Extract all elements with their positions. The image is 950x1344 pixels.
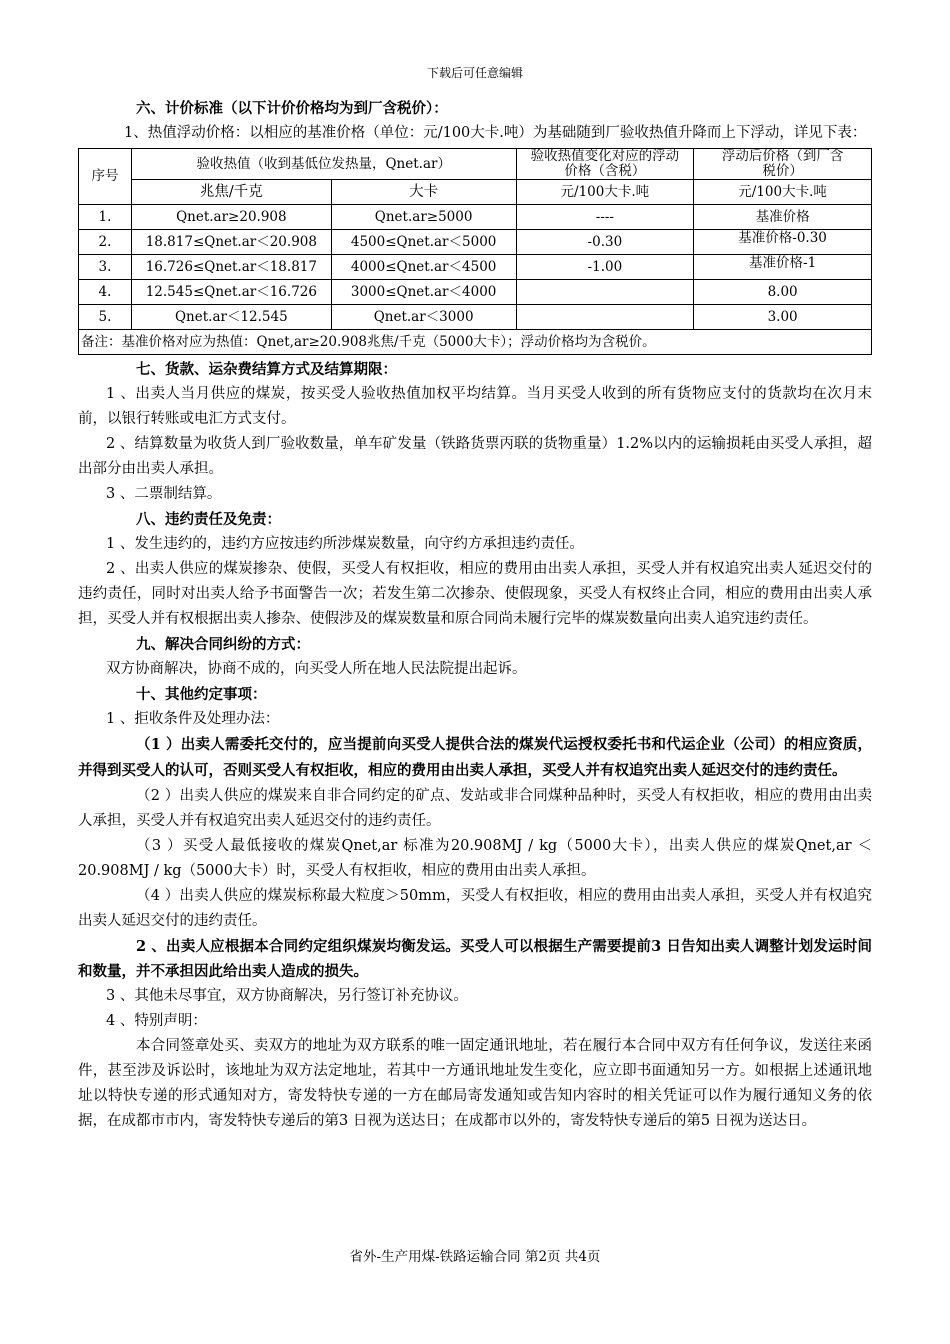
th-heat: 验收热值（收到基低位发热量，Qnet.ar）	[131, 149, 516, 180]
cell-kcal: Qnet.ar＜3000	[331, 305, 516, 330]
cell-after: 基准价格	[694, 205, 872, 230]
section-9-para-1: 双方协商解决，协商不成的，向买受人所在地人民法院提出起诉。	[106, 661, 527, 677]
section-6-title: 六、计价标准（以下计价价格均为到厂含税价）：	[136, 100, 448, 117]
table-row	[79, 280, 872, 305]
table-note: 备注：基准价格对应为热值：Qnet,ar≥20.908兆焦/千克（5000大卡）；浮动价格均为含税价。	[79, 330, 872, 355]
th-unit-price-2: 元/100大卡.吨	[694, 180, 872, 205]
table-note-row	[79, 330, 872, 355]
document-body	[78, 96, 872, 1134]
clause-1	[78, 732, 872, 784]
table-row	[79, 205, 872, 230]
th-after: 浮动后价格（到厂含税价）	[694, 149, 872, 180]
section-8-para-2: 2 、出卖人供应的煤炭掺杂、使假，买受人有权拒收，相应的费用由出卖人承担，买受人并有权追究出卖人延迟交付的违约责任，同时对出卖人给予书面警告一次；若发生第二次掺杂、使假现象，买受人有权终止合同，相应的费用由出卖人承担，买受人并有权根据出卖人掺杂、使假涉及的煤炭数量和原合同尚未履行完毕的煤炭数量向出卖人追究违约责任。	[78, 561, 872, 627]
th-unit-mj: 兆焦/千克	[131, 180, 331, 205]
table-unit-row	[79, 180, 872, 205]
cell-kcal: 4500≤Qnet.ar＜5000	[331, 230, 516, 255]
section-7-para-3: 3 、二票制结算。	[106, 486, 222, 502]
cell-mj: 16.726≤Qnet.ar＜18.817	[131, 255, 331, 280]
section-7-para-1: 1 、出卖人当月供应的煤炭，按买受人验收热值加权平均结算。当月买受人收到的所有货物应支付的货款均在次月末前，以银行转账或电汇方式支付。	[78, 386, 872, 427]
table-header-row	[79, 149, 872, 180]
th-change: 验收热值变化对应的浮动价格（含税）	[516, 149, 694, 180]
clause-2: （2 ）出卖人供应的煤炭来自非合同约定的矿点、发站或非合同煤种品种时，买受人有权拒收，相应的费用由出卖人承担，买受人并有权追究出卖人延迟交付的违约责任。	[78, 788, 872, 829]
th-no: 序号	[79, 149, 132, 205]
page-footer: 省外-生产用煤-铁路运输合同 第2页 共4页	[349, 1249, 601, 1265]
cell-no: 1.	[79, 205, 132, 230]
section-10-title: 十、其他约定事项：	[136, 686, 267, 703]
cell-kcal: 3000≤Qnet.ar＜4000	[331, 280, 516, 305]
cell-after: 8.00	[694, 280, 872, 305]
cell-mj: 12.545≤Qnet.ar＜16.726	[131, 280, 331, 305]
section-6-para-1: 1、热值浮动价格：以相应的基准价格（单位：元/100大卡.吨）为基础随到厂验收热值升降而上下浮动，详见下表：	[124, 125, 867, 141]
table-row	[79, 305, 872, 330]
section-10-para-5: 本合同签章处买、卖双方的地址为双方联系的唯一固定通讯地址，若在履行本合同中双方有任何争议，发送往来函件，甚至涉及诉讼时，该地址为双方法定地址，若其中一方通讯地址发生变化，应立即书面通知另一方。如根据上述通讯地址以特快专递的形式通知对方，寄发特快专递的一方在邮局寄发通知或告知内容时的相关凭证可以作为履行通知义务的依据，在成都市市内，寄发特快专递后的第3 日视为送达日；在成都市以外的，寄发特快专递后的第5 日视为送达日。	[78, 1038, 872, 1129]
cell-change	[516, 280, 694, 305]
cell-no: 3.	[79, 255, 132, 280]
cell-no: 5.	[79, 305, 132, 330]
section-10-para-4: 4 、特别声明：	[106, 1013, 207, 1029]
table-row	[79, 230, 872, 255]
cell-change	[516, 305, 694, 330]
cell-change: ----	[516, 205, 694, 230]
section-8-title: 八、违约责任及免责：	[136, 511, 281, 528]
section-7-para-2: 2 、结算数量为收货人到厂验收数量，单车矿发量（铁路货票丙联的货物重量）1.2%以内的运输损耗由买受人承担，超出部分由出卖人承担。	[78, 436, 872, 477]
th-unit-price-1: 元/100大卡.吨	[516, 180, 694, 205]
section-9-title: 九、解决合同纠纷的方式：	[136, 636, 310, 653]
cell-kcal: Qnet.ar≥5000	[331, 205, 516, 230]
section-7-title: 七、货款、运杂费结算方式及结算期限：	[136, 361, 397, 378]
th-unit-kcal: 大卡	[331, 180, 516, 205]
cell-kcal: 4000≤Qnet.ar＜4500	[331, 255, 516, 280]
table-row	[79, 255, 872, 280]
cell-change: -1.00	[516, 255, 694, 280]
cell-no: 4.	[79, 280, 132, 305]
clause-1-text: （1 ）出卖人需委托交付的，应当提前向买受人提供合法的煤炭代运授权委托书和代运企业（公司）的相应资质，并得到买受人的认可，否则买受人有权拒收，相应的费用由出卖人承担，买受人并有权追究出卖人延迟交付的违约责任。	[78, 736, 872, 779]
cell-no: 2.	[79, 230, 132, 255]
price-table	[78, 148, 872, 355]
cell-change: -0.30	[516, 230, 694, 255]
cell-mj: 18.817≤Qnet.ar＜20.908	[131, 230, 331, 255]
cell-after: 基准价格-0.30	[694, 230, 872, 255]
cell-mj: Qnet.ar≥20.908	[131, 205, 331, 230]
section-10-para-2: 2 、出卖人应根据本合同约定组织煤炭均衡发运。买受人可以根据生产需要提前3 日告知出卖人调整计划发运时间和数量，并不承担因此给出卖人造成的损失。	[78, 938, 872, 980]
cell-after: 基准价格-1	[694, 255, 872, 280]
section-10-para-1: 1 、拒收条件及处理办法：	[106, 711, 280, 727]
section-8-para-1: 1 、发生违约的，违约方应按违约所涉煤炭数量，向守约方承担违约责任。	[106, 536, 584, 552]
section-10-para-3: 3 、其他未尽事宜，双方协商解决，另行签订补充协议。	[106, 988, 468, 1004]
clause-3: （3 ）买受人最低接收的煤炭Qnet,ar 标准为20.908MJ / kg（5000大卡），出卖人供应的煤炭Qnet,ar ＜20.908MJ / kg（5000大卡）时，买受人有权拒收，相应的费用由出卖人承担。	[78, 838, 872, 879]
clause-4: （4 ）出卖人供应的煤炭标称最大粒度＞50mm，买受人有权拒收，相应的费用由出卖人承担，买受人并有权追究出卖人延迟交付的违约责任。	[78, 888, 872, 929]
page-header: 下载后可任意编辑	[426, 66, 523, 80]
cell-after: 3.00	[694, 305, 872, 330]
cell-mj: Qnet.ar＜12.545	[131, 305, 331, 330]
